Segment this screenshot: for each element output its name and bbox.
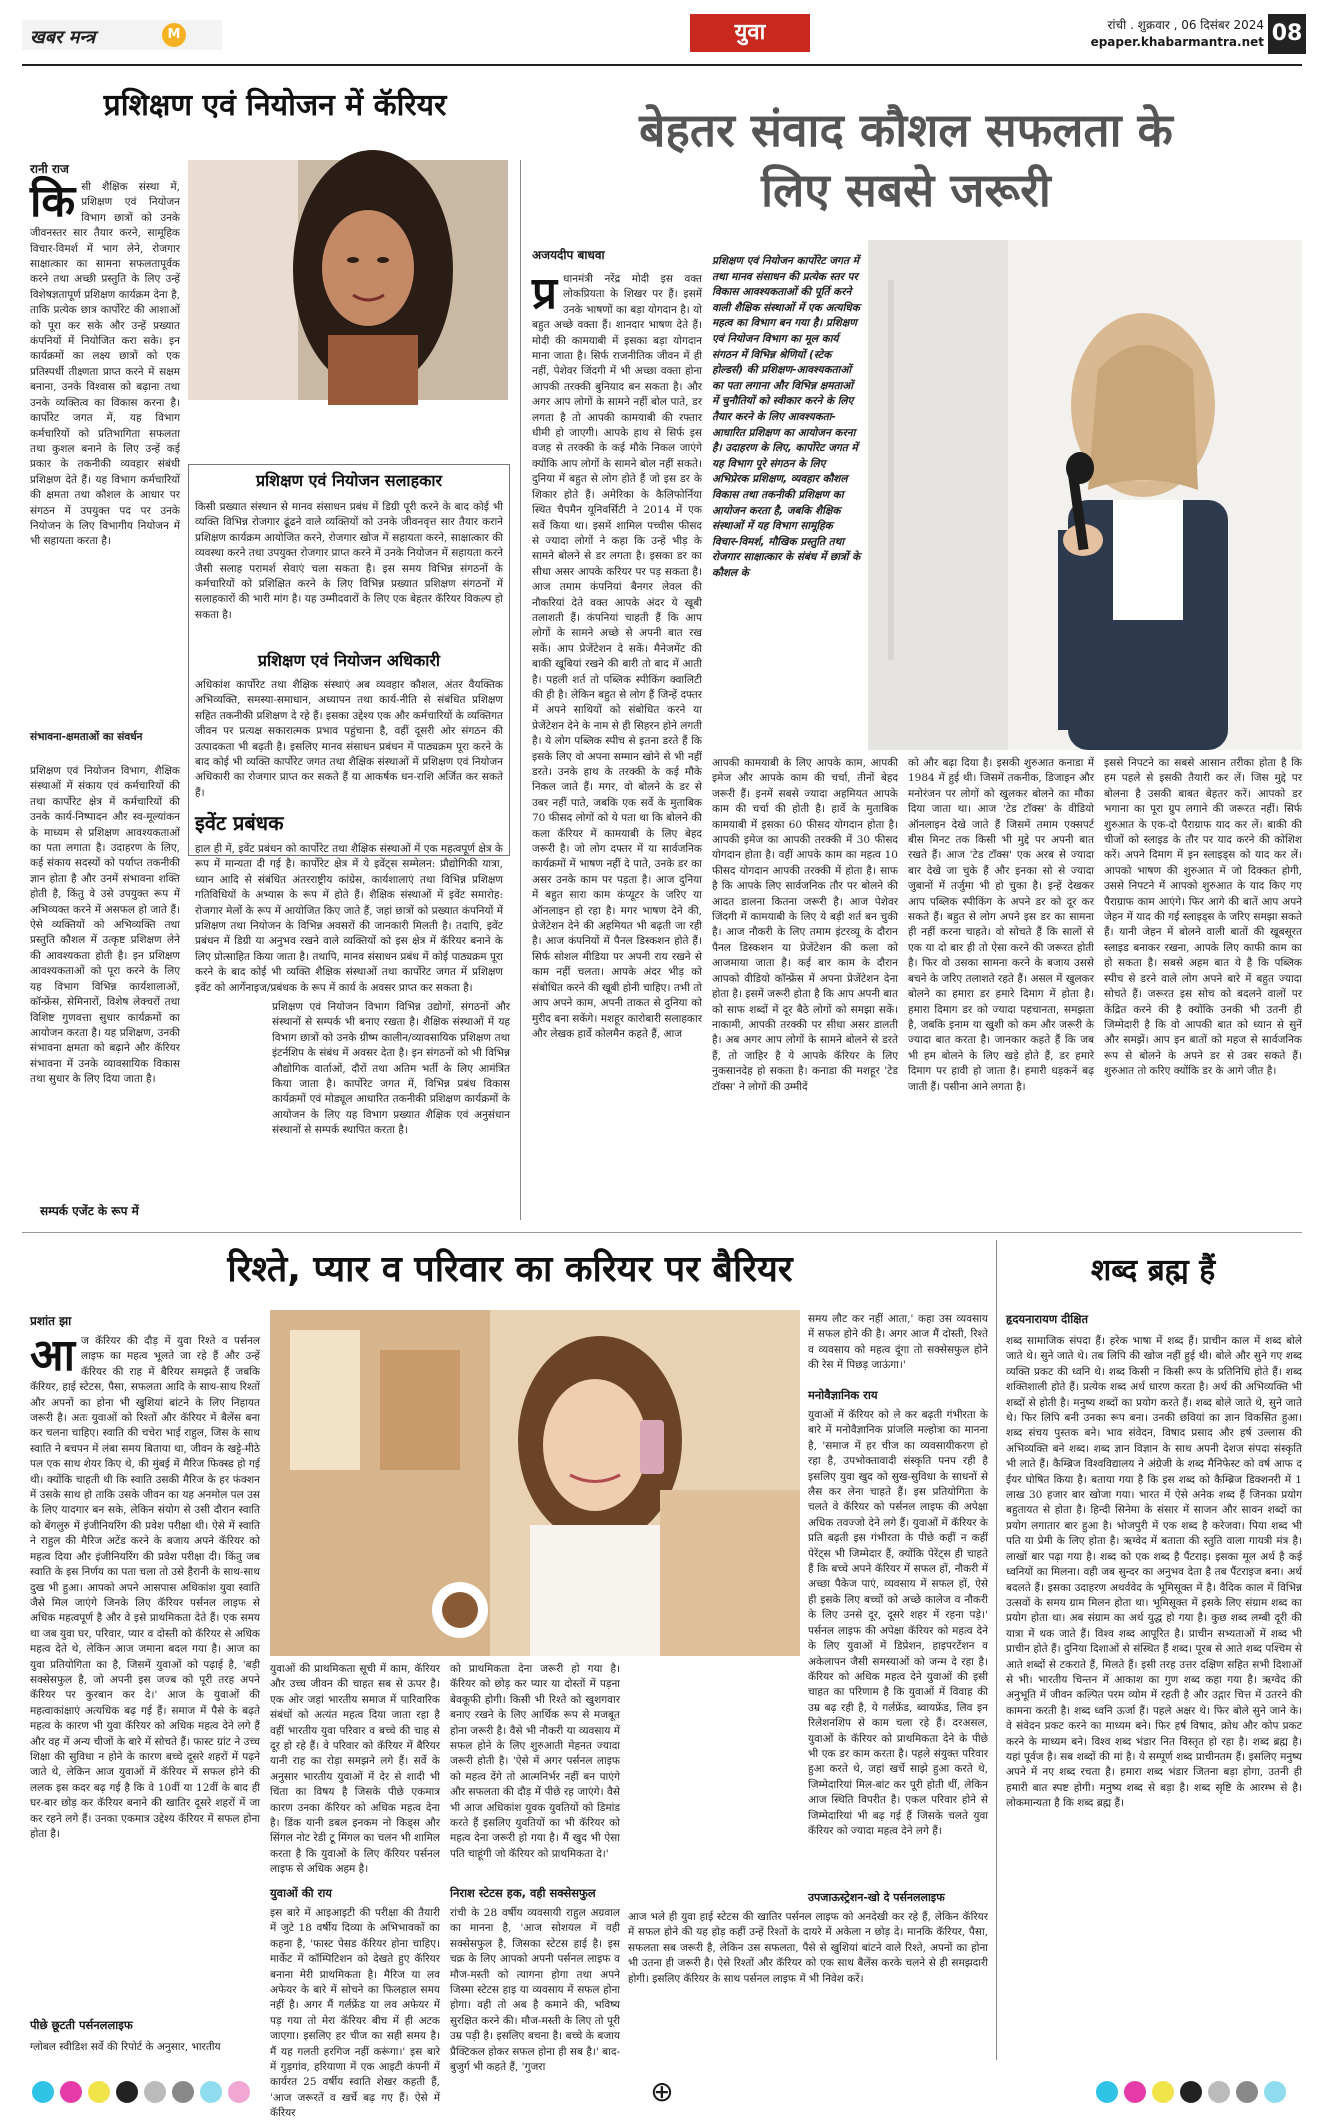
dot-gray-r2 <box>1236 2081 1258 2103</box>
dot-yellow-r <box>1152 2081 1174 2103</box>
art4-headline: शब्द ब्रह्म हैं <box>1090 1253 1216 1288</box>
art1-box2-text: अधिकांश कार्पोरेट तथा शैक्षिक संस्थाएं अब व्यवहार कौशल, अंतर वैयक्तिक अभिव्यक्ति, समस्या-समाधान, अध्यापन तथा कार्य-नीति से संबंधित प्रशिक्षण सहित तकनीकी प्रशिक्षण दे रहे हैं। इसका उद्देश्य एक और कर्मचारियों के व्यक्तिगत जीवन पर प्रत्यक्ष सकारात्मक प्रभाव पहुंचाना है, वहीं दूसरी ओर संगठन की उत्पादकता भी बढ़ती है। इसलिए मानव संसाधन प्रबंधन में पाठ्यक्रम पूरा करने के बाद कोई भी व्यक्ति कार्पोरेट जगत तथा शैक्षिक संस्थाओं में प्रशिक्षण एवं नियोजन अधिकारी का रोजगार प्राप्त कर सकते हैं या आकर्षक धन-राशि अर्जित कर सकते हैं। <box>195 679 503 799</box>
art3-sub1: पीछे छूटती पर्सनललाइफ <box>30 2018 133 2032</box>
masthead-logo <box>22 20 222 50</box>
section-label: युवा <box>734 20 766 45</box>
dot-gray-r1 <box>1208 2081 1230 2103</box>
section-tab <box>690 14 810 52</box>
art3-sub4: मनोवैज्ञानिक राय <box>808 1388 878 1402</box>
art2-column-5: इससे निपटने का सबसे आसान तरीका होता है कि हम पहले से इसकी तैयारी कर लें। जिस मुद्दे पर बोलना है उसकी बाबत बेहतर करें। आपको डर भगाना का पूरा ग्रुप लगाने की जरूरत नहीं। सिर्फ शुरुआत के एक-दो पैराग्राफ याद कर लें। बाकी की चीजों को स्लाइड के तौर पर याद करने की कोशिश करें। अपने दिमाग में इन स्लाइड्स को याद कर लें। आपको भाषण की शुरुआत में जो दिक्कत होगी, उससे निपटने में आपको शुरुआत के याद किए गए पैराग्राफ काम आएंगे। फिर आगे की बातें आप अपने जेहन में याद की गई स्लाइड्स के जरिए समझा सकते हैं। यानी जेहन में बोलने वाली बातों की खूबसूरत स्लाइड बनाकर रखना, आपके लिए काफी काम का हो सकता है। सबसे अहम बात ये है कि पब्लिक स्पीच से डरने वाले लोग अपने बारे में बहुत ज्यादा सोचते हैं। जरूरत इस सोच को बदलने वालों पर केंद्रित करने की है क्योंकि उनकी भी उतनी ही जिम्मेदारी है कि वो आपकी बात को ध्यान से सुनें और समझें। आप इन बातों को महज से सार्वजनिक रूप से बोलने के अपने डर से उबर सकते हैं। शुरुआत तो करिए क्योंकि डर के आगे जीत है। <box>1104 757 1302 1078</box>
art1-column-1b: प्रशिक्षण एवं नियोजन विभाग, शैक्षिक संस्थाओं में संकाय एवं कर्मचारियों की तथा कार्पोरेट क्षेत्र में कर्मचारियों की उनके कार्य-निष्पादन और स्व-मूल्यांकन के माध्यम से प्रशिक्षण आवश्यकताओं का पता लगाता है। उदाहरण के लिए, कई संकाय सदस्यों को पर्याप्त तकनीकी ज्ञान होता है और उनमें संभावना शक्ति होती है, किंतु वे उसे उपयुक्त रूप में अभिव्यक्त करने में असफल हो जाते हैं। ऐसे व्यक्तियों को अभिव्यक्ति तथा प्रस्तुति कौशल में उत्कृष्ट प्रशिक्षण लेने की आवश्यकता होती है। इन प्रशिक्षण आवश्यकताओं को पूरा करने के लिए यह विभाग विभिन्न कार्यशालाओं, कॉन्फ्रेंस, सेमिनारों, विशेष लेक्चरों तथा विशिष्ट गुणवत्ता सुधार कार्यक्रमों का आयोजन करता है। यह प्रशिक्षण, उनकी संभावना क्षमता को बढ़ाने और कॅरियर संभावना में उनके व्यावसायिक विकास तथा सुधार के लिए दिया जाता है। <box>30 765 180 1086</box>
art1-column-2-tail <box>188 1000 266 1200</box>
art3-photo-phone-woman <box>270 1310 800 1656</box>
art4-column: शब्द सामाजिक संपदा हैं। हरेक भाषा में शब्द हैं। प्राचीन काल में शब्द बोले जाते थे। सुने जाते थे। तब लिपि की खोज नहीं हुई थी। बोले और सुने गए शब्द व्यक्ति प्रकट की ध्वनि थे। शब्द किसी न किसी रूप के प्रतिनिधि होते हैं। शब्द शक्तिशाली होते हैं। प्रत्येक शब्द अर्थ धारण करता है। अर्थ की अभिव्यक्ति भी शब्दों से होती है। मनुष्य शब्दों का प्रयोग करते हैं। शब्द बोले जाते थे, सुने जाते थे। फिर लिपि बनी उनका रूप बना। उनकी छवियां का ज्ञान विकसित हुआ। शब्द संचय पुस्तक बने। भाव संवेदन, विषाद प्रसाद और हर्ष उल्लास की अभिव्यक्ति बने शब्द। शब्द ज्ञान विज्ञान के साथ अपनी देशज संपदा संस्कृति भी लाते हैं। कैम्ब्रिज विश्वविद्यालय ने अंग्रेजी के शब्द मैनिफेस्ट को वर्ष आफ द ईयर घोषित किया है। बताया गया है कि इस शब्द को कैम्ब्रिज डिक्शनरी में 1 लाख 30 हजार बार खोजा गया। भारत में ऐसे अनेक शब्द हैं जिनका प्रयोग बहुतायत से होता है। हिन्दी सिनेमा के संसार में साजन और सावन शब्दों का प्रयोग लगातार बार हुआ है। भोजपुरी में एक शब्द है करेजवा। पिया शब्द भी पति या प्रेमी के लिए होता है। ऋग्वेद में बताता की स्तुति वाला गायत्री मंत्र है। लाखों बार पढ़ा गया है। शब्द को एक शब्द है पैंटराइ। इसका मूल अर्थ है कई ध्वनियों का मिलना। वही जब सुन्दर का अनुभव देता है तब पैंटराइज बना। अर्थ बदलते हैं। इसका उदाहरण अथर्ववेद के भूमिसूक्त में है। वैदिक काल में विभिन्न उत्सवों के समय ग्राम मिलन होता था। भूमिसूक्त में इसके लिए संग्राम शब्द का प्रयोग होता था। अब संग्राम का अर्थ युद्ध हो गया है। कुछ शब्द लम्बी दूरी की यात्रा में थक जाते हैं। विश्व शब्द आपूरित है। प्राचीन सभ्यताओं में शब्द भी प्राचीन होते हैं। दुनिया दिशाओं से संस्थित हैं शब्द। पूरब से आते शब्द पश्चिम से आते शब्दों से टकराते हैं, मिलते हैं। इसी तरह उत्तर दक्षिण सहित सभी दिशाओं से भी। भारतीय चिन्तन में आकाश का गुण शब्द कहा गया है। ऋग्वेद की अनुभूति में जीवन कल्पित परम व्योम में रहती है और उद्गार चित्त में उतरने की कामना करती है। शब्द ध्वनि ऊर्जा हैं। पहले अक्षर थे। फिर बोले सुने जाने के। वे संवेदन प्रकट करने का माध्यम बने। फिर हर्ष विषाद, क्रोध और कोप प्रकट करने के माध्यम बने। विश्व शब्द भंडार नित विस्तृत हो रहा है। शब्द ब्रह्म है। यहां पूर्वज है। सब शब्दों की मां है। ये सम्पूर्ण शब्द प्राचीनतम हैं। इसलिए मनुष्य अपने में नए शब्द रचता है। हमारा शब्द भंडार जितना बड़ा होगा, उतनी ही हमारी बात स्पष्ट होगी। मनुष्य शब्द से बड़ा है। शब्द सृष्टि के आरम्भ से है। लोकमान्यता है कि शब्द ब्रह्म हैं। <box>1006 1335 1302 1810</box>
art1-dropcap: कि <box>30 176 76 227</box>
dot-gray-1 <box>144 2081 166 2103</box>
art3-column-3: को प्राथमिकता देना जरूरी हो गया है। कॅरियर को छोड़ कर प्यार या दोस्तों में पड़ना बेवकूफी होगी। किसी भी रिश्ते को खुशगवार बनाए रखने के लिए आर्थिक रूप से मजबूत होना जरूरी है। वैसे भी नौकरी या व्यवसाय में सफल होने के लिए शुरुआती मेहनत ज्यादा जरूरी होती है। 'ऐसे में अगर पर्सनल लाइफ को महत्व देंगे तो आत्मनिर्भर नहीं बन पाएंगे और सफलता की दौड़ में पीछे रह जाएंगे। वैसे भी आज अधिकांश युवक युवतियों को डिमांड करते हैं इसलिए युवतियों का भी कॅरियर को महत्व देना जरूरी हो गया है। मैं खुद भी ऐसा पति चाहूंगी जो कॅरियर को प्राथमिकता दे।' <box>450 1663 620 1860</box>
art2-column-3: आपकी कामयाबी के लिए आपके काम, आपकी इमेज और आपके काम की चर्चा, तीनों बेहद जरूरी हैं। इनमें सबसे ज्यादा अहमियत आपके काम की चर्चा की होती है। हार्वे के मुताबिक कामयाबी में इसका 60 फीसद योगदान होता है। आपकी इमेज का आपकी तरक्की में 30 फीसद योगदान होता है। वहीं आपके काम का महत्व 10 फीसद योगदान आपकी तरक्की में होता है। साफ है कि आपके लिए सार्वजनिक तौर पर बोलने की आदत डालना कितना जरूरी है। आज पेशेवर जिंदगी में कामयाबी के लिए ये बड़ी शर्त बन चुकी है। आज नौकरी के लिए तमाम इंटरव्यू के दौरान पैनल डिस्कशन या प्रेजेंटेशन की कला को आजमाया जाता है। कई बार काम के दौरान आपको वीडियो कॉन्फ्रेंस में अपना प्रेजेंटेशन देना होता है। इसमें जरूरी होता है कि आप अपनी बात को साफ शब्दों में दूर बैठे लोगों को समझा सकें। नाकामी, आपकी तरक्की पर सीधा असर डालती है। अब अगर आप लोगों के सामने बोलने से डरते हैं, तो जाहिर है ये आपके कॅरियर के लिए नुकसानदेह हो सकता है। कनाडा की मशहूर 'टेड टॉक्स' ने लोगों की उम्मीदें <box>712 757 898 1093</box>
art1-photo-art <box>188 160 508 400</box>
art3-column-1: आ ज कॅरियर की दौड़ में युवा रिश्ते व पर्सनल लाइफ का महत्व भूलते जा रहे हैं और उन्हें कॅरियर की राह में बैरियर समझते हैं जबकि कॅरियर, हाई स्टेटस, पैसा, सफलता आदि के साथ-साथ रिश्तों और अपनों का होना भी खुशियां बांटने के लिए निहायत जरूरी है। अतः युवाओं को रिश्तों और कॅरियर में बैलेंस बना कर चलना चाहिए। स्वाति की चचेरा भाई राहुल, जिस के साथ स्वाति ने बचपन में लंबा समय बिताया था, जीवन के खट्टे-मीठे पल एक साथ शेयर किए थे, की मुंबई में मैरिज फिक्स्ड हो गई थी। क्योंकि चाहती थी कि स्वाति उसकी मैरिज के हर फंक्शन में उसके साथ हो ताकि उसके जीवन का यह अनमोल पल उस के लिए यादगार बन सके, लेकिन संयोग से उसी दौरान स्वाति को बेंगलुरु में इंजीनियरिंग की प्रवेश परीक्षा थी। ऐसे में स्वाति ने राहुल की मैरिज अटेंड करने के बजाय अपने कॅरियर को महत्व दिया और इंजीनियरिंग की प्रवेश परीक्षा दी। किंतु जब स्वाति के इस निर्णय का पता चला तो उसे हैरानी के साथ-साथ दुख भी हुआ। आपको अपने आसपास अधिकांश युवा स्वाति जैसे मिल जाएंगे जिनके लिए कॅरियर पर्सनल लाइफ से अधिक महत्वपूर्ण है और वे इसे प्राथमिकता देते हैं। एक समय था जब युवा घर, परिवार, प्यार व दोस्ती को कॅरियर से अधिक महत्व देते थे, लेकिन आज जमाना बदल गया है। आज का युवा प्रतियोगिता का है, जिसमें युवाओं को पढ़ाई है, 'बड़ी सक्सेसफुल है, जो अपनी इस जज्ब को पूरी तरह अपने कॅरियर पर कुरबान कर दे।' आज के युवाओं की महत्वाकांक्षाएं अत्यधिक बढ़ गई हैं। समाज में पैसे के बढ़ते महत्व के कारण भी युवा कॅरियर को अधिक महत्व देने लगे हैं और वह में अन्य चीजों के बारे में सोचते हैं। फास्ट ग्रांट ने उच्च शिक्षा की सुविधा न होने के कारण बच्चे दूसरे शहरों में पढ़ने जाते थे, लेकिन आज युवाओं में कॅरियर में सफल होने की ललक इस कदर बढ़ गई है कि वे 10वीं या 12वीं के बाद ही घर-बार छोड़ कर कॅरियर बनाने की खातिर दूसरे शहरों में जा कर रहने लगे हैं। उनका एकमात्र उद्देश्य कॅरियर में सफल होना होता है। <box>30 1330 260 1840</box>
logo-text: खबर मन्त्र <box>30 27 96 48</box>
art1-box2-title: प्रशिक्षण एवं नियोजन अधिकारी <box>257 651 441 670</box>
website-text: epaper.khabarmantra.net <box>1090 35 1264 49</box>
art1-divider <box>520 160 521 1220</box>
art1-byline: रानी राज <box>30 162 69 176</box>
date-text: रांची . शुक्रवार , 06 दिसंबर 2024 <box>1107 18 1264 32</box>
dot-gray-2 <box>172 2081 194 2103</box>
art2-headline: बेहतर संवाद कौशल सफलता के लिए सबसे जरूरी <box>639 103 1173 217</box>
art2-photo-speaker <box>868 240 1302 750</box>
art1-column-1: कि सी शैक्षिक संस्था में, प्रशिक्षण एवं नियोजन विभाग छात्रों को उनके जीवनस्तर सार तैयार करने, सामूहिक विचार-विमर्श में भाग लेने, रोजगार साक्षात्कार का सामना सफलतापूर्वक करने तथा अच्छी प्रस्तुति के लिए उन्हें विशेषज्ञतापूर्ण प्रशिक्षण कार्यक्रम देना है, ताकि प्रत्येक छात्र कार्पोरेट की आशाओं को पूरा कर सके और उन्हें प्रख्यात कंपनियों में नियोजित करा सके। इन कार्यक्रमों का लक्ष्य छात्रों को एक प्रतिस्पर्धी तीक्ष्णता प्राप्त करने में सक्षम बनाना, उनके विश्वास को बढ़ाना तथा उनके व्यक्तित्व का विकास करना है। कार्पोरेट जगत में, यह विभाग कर्मचारियों को प्रतिभागिता सफलता तथा कुशल बनाने के लिए उन्हें कई प्रकार के तकनीकी व्यवहार संबंधी प्रशिक्षण देते हैं। यह विभाग कर्मचारियों की क्षमता तथा कौशल के आधार पर संगठन में उपयुक्त पद पर उनके नियोजन के लिए विभागीय नियोजन में भी सहायता करता है। <box>30 176 180 548</box>
art3-sub5: उपजाऊस्ट्रेशन-खो दे पर्सनललाइफ <box>808 1891 945 1904</box>
dot-cyan-2 <box>200 2081 222 2103</box>
art3-column-3b: रांची के 28 वर्षीय व्यवसायी राहुल अग्रवाल का मानना है, 'आज सोशयल में वही सक्सेसफुल है, जिसका स्टेटस हाई है। इस चक्र के लिए आपको अपनी पर्सनल लाइफ व मौज-मस्ती को त्यागना होगा तथा अपने जिस्मा स्टेटस हाइ या व्यवसाय में सफल होना होगा। वही तो अब है कमाने की, भविष्य सुरक्षित करने की। मौज-मस्ती के लिए तो पूरी उम्र पड़ी है। इसलिए बचना है। बच्चे के बजाय प्रैक्टिकल होकर सफल होना ही सब है।' बाद-बुजुर्ग भी कहते हैं, 'गुजरा <box>450 1907 620 2074</box>
section-rule <box>22 1232 1302 1233</box>
art1-footer-sub: सम्पर्क एजेंट के रूप में <box>40 1204 139 1218</box>
art3-sub2: युवाओं की राय <box>270 1886 332 1900</box>
dot-cyan-r <box>1096 2081 1118 2103</box>
art3-column-1-tail: ग्लोबल स्वीडिश सर्वे की रिपोर्ट के अनुसार, भारतीय <box>30 2041 221 2053</box>
art3-divider <box>996 1240 997 2060</box>
art1-photo-woman <box>188 160 508 400</box>
art3-column-2b: इस बारे में आइआइटी की परीक्षा की तैयारी में जुटे 18 वर्षीय दिव्या के अभिभावकों का कहना है, 'फास्ट पेसड कॅरियर होना चाहिए। मार्केट में कॉम्पिटिशन को देखते हुए कॅरियर बनाना मेरी प्राथमिकता है। मैरिज या लव अफेयर के बारे में सोचने का फिलहाल समय नहीं है। अगर मैं गर्लफ्रेंड या लव अफेयर में पड़ गया तो मेरा कॅरियर बीच में ही अटक जाएगा। इसलिए हर चीज का सही समय है। मैं यह गलती हरगिज नहीं करूंगा।' इस बारे में गुड़गांव, हरियाणा में एक आइटी कंपनी में कार्यरत 25 वर्षीय स्वाति शेखर कहती हैं, 'आज जरूरतें व खर्चे बढ़ गए हैं। ऐसे में कॅरियर <box>270 1907 440 2120</box>
dot-black <box>116 2081 138 2103</box>
art1-subheading: संभावना-क्षमताओं का संवर्धन <box>30 731 143 743</box>
logo-mark-icon: M <box>162 23 186 47</box>
masthead <box>22 14 1302 60</box>
registration-mark-icon: ⊕ <box>650 2075 674 2108</box>
footer-dots-left <box>32 2081 372 2105</box>
art3-headline: रिश्ते, प्यार व परिवार का करियर पर बैरियर <box>227 1249 793 1290</box>
dateline <box>1032 17 1264 55</box>
art3-dropcap: आ <box>30 1330 75 1381</box>
art1-column-3: प्रशिक्षण एवं नियोजन विभाग विभिन्न उद्योगों, संगठनों और संस्थानों से सम्पर्क भी बनाए रखता है। शैक्षिक संस्थाओं में यह विभाग छात्रों को उनके ग्रीष्म कालीन/व्यावसायिक प्रशिक्षण तथा इंटर्नशिप के संबंध में अवसर देता है। इन संगठनों को भी विभिन्न औद्योगिक वार्ताओं, दौरों तथा अतिम भर्ती के लिए आमंत्रित किया जाता है। कार्पोरेट जगत में, विभिन्न प्रबंध विकास कार्यक्रमों एवं मोड्यूल आधारित तकनीकी प्रशिक्षण कार्यक्रमों के आयोजन के लिए यह विभाग प्रख्यात शैक्षिक एवं अनुसंधान संस्थानों से सम्पर्क स्थापित करता है। <box>272 1001 510 1137</box>
dot-black-r <box>1180 2081 1202 2103</box>
art4-byline: हृदयनारायण दीक्षित <box>1006 1312 1088 1326</box>
art2-dropcap: प्र <box>532 268 558 319</box>
art2-column-1: प्र धानमंत्री नरेंद्र मोदी इस वक्त लोकप्रियता के शिखर पर हैं। इसमें उनके भाषणों का बड़ा योगदान है। यो बहुत अच्छे वक्ता हैं। शानदार भाषण देते हैं। मोदी की कामयाबी में इसका बड़ा योगदान माना जाता है। सिर्फ राजनीतिक जीवन में ही नहीं, पेशेवर जिंदगी में भी अच्छा वक्ता होना आपकी तरक्की बुनियाद बन सकता है। और अगर आप लोगों के सामने नहीं बोल पाते, डर लगता है तो आपकी कामयाबी की रफ्तार धीमी हो जाएगी। आपके हाथ से सिर्फ इस वजह से तरक्की के कई मौके निकल जाएंगे क्योंकि आप लोगों के सामने बोल नहीं सकते। दुनिया में बहुत से लोग होते हैं जो इस डर के शिकार होते हैं। अमेरिका के कैलिफोर्निया स्थित चैपमैन यूनिवर्सिटी ने 2014 में एक सर्वे किया था। इसमें शामिल पच्चीस फीसद से ज्यादा लोगों ने कहा कि उन्हें भीड़ के सामने बोलने से डर लगता है। इसका डर का सीधा असर आपके करियर पर पड़ सकता है। आज तमाम कंपनियां बैनगर लेवल की नौकरियां देते वक्त आपके अंदर ये खूबी तलाशती हैं। कंपनियां चाहती हैं कि आप लोगों के सामने अच्छे से अपनी बात रख सकें। आप प्रेजेंटेशन दे सकें। मैनेजमेंट की बाकी खूबियां रखने की बारी तो बाद में आती है। पहली शर्त तो पब्लिक स्पीकिंग क्वालिटी की ही है। लेकिन बहुत से लोग हैं जिन्हें दफ्तर में अपने साथियों को संबोधित करने या प्रेजेंटेशन देने के नाम से ही सिहरन होने लगती है। ये लोग पब्लिक स्पीच से इतना डरते हैं कि इसके लिए वो अपना सम्मान खोने से भी नहीं डरते। उनके हाथ के तरक्की के कई मौके निकल जाते हैं। मगर, वो बोलने के डर से उबर नहीं पाते, जबकि एक सर्वे के मुताबिक 70 फीसद लोगों को ये पता था कि बोलने की कला कॅरियर में कामयाबी के लिए बेहद जरूरी है। जो लोग दफ्तर में या सार्वजनिक कार्यक्रमों में भाषण नहीं दे पाते, उनके डर का असर उनके काम पर पड़ता है। आज दुनिया में बहुत सारा काम कंप्यूटर के जरिए या ऑनलाइन हो रहा है। मगर भाषण देने की, प्रेजेंटेशन देने की अहमियत भी बढ़ती जा रही है। आज कंपनियों में पैनल डिस्कशन होते हैं। सिर्फ सोशल मीडिया पर अपनी राय रखने से काम नहीं चलता। आपके अंदर भीड़ को संबोधित करने की खूबी होनी चाहिए। तभी तो आप अपने काम, अपनी ताकत से दुनिया को मुरीद बना सकेंगे। मशहूर कारोबारी सलाहकार और लेखक हार्वे कोलमैन कहते हैं, आज <box>532 268 702 1040</box>
footer-dots-right <box>922 2081 1292 2105</box>
art2-byline: अजयदीप बाधवा <box>532 248 605 262</box>
dot-magenta <box>60 2081 82 2103</box>
art3-sub3: निराश स्टेटस हक, वही सक्सेसफुल <box>450 1886 596 1900</box>
art3-column-4: समय लौट कर नहीं आता,' कहा उस व्यवसाय में सफल होने की है। अगर आज मैं दोस्ती, रिश्ते व व्यवसाय को महत्व दूंगा तो सक्सेसफुल होने की रेस में पिछड़ जाऊंगा।' <box>808 1313 988 1372</box>
art3-column-4c: आज भले ही युवा हाई स्टेटस की खातिर पर्सनल लाइफ को अनदेखी कर रहे हैं, लेकिन कॅरियर में सफल होने की यह होड़ कहीं उन्हें रिश्तों के दायरे में अकेला न छोड़ दे। मानकि कॅरियर, पैसा, सफलता सब जरूरी है, लेकिन उस सफलता, पैसे से खुशियां बांटने वाले रिश्ते, अपनों का होना भी उतना ही जरूरी है। ऐसे रिश्तों और कॅरियर को एक साथ बैलेंस करके चलने से ही समझदारी होगी। इसलिए कॅरियर के साथ पर्सनल लाइफ में भी निवेश करें। <box>628 1911 988 1985</box>
art1-box1-title: प्रशिक्षण एवं नियोजन सलाहकार <box>255 471 443 490</box>
art3-column-2: युवाओं की प्राथमिकता सूची में काम, कॅरियर और उच्च जीवन की चाहत सब से ऊपर है। एक ओर जहां भारतीय समाज में पारिवारिक संबंधों को अत्यंत महत्व दिया जाता रहा है वहीं भारतीय युवा परिवार व बच्चे की चाह से दूर हो रहे हैं। वे परिवार को कॅरियर में बैरियर यानी राह का रोड़ा समझने लगे हैं। सर्वे के अनुसार भारतीय युवाओं में देर से शादी भी चिंता का विषय है जिसके पीछे एकमात्र कारण उनका कॅरियर को अधिक महत्व देना है। डिंक यानी डबल इनकम नो किड्स और सिंगल नोट रेडी टू मिंगल का चलन भी शामिल करता है कि युवाओं के लिए कॅरियर पर्सनल लाइफ से अधिक अहम है। <box>270 1663 440 1876</box>
dot-magenta-r <box>1124 2081 1146 2103</box>
art1-box3-text: हाल ही में, इवेंट प्रबंधन को कार्पोरेट तथा शैक्षिक संस्थाओं में एक महत्वपूर्ण क्षेत्र के रूप में मान्यता दी गई है। कार्पोरेट क्षेत्र में ये इवेंट्स सम्मेलन: प्रौद्योगिकी यात्रा, ध्यान आदि से संबंधित अंतरराष्ट्रीय कांग्रेस, कार्यशालाएं तथा विभिन्न प्रशिक्षण गतिविधियों के अभ्यास के रूप में होते हैं। शैक्षिक संस्थाओं में इवेंट समारोह: रोजगार मेलों के रूप में आयोजित किए जाते हैं, जहां छात्रों को प्रख्यात कंपनियों में प्रशिक्षण तथा नियोजन के विभिन्न अवसरों की जानकारी मिलती है। तदापि, इवेंट प्रबंधन में डिग्री या अनुभव रखने वाले व्यक्तियों को इस क्षेत्र में कॅरियर बनाने के लिए प्रोत्साहित किया जाता है। तथापि, मानव संसाधन प्रबंध में कोई पाठ्यक्रम पूरा करने के बाद कोई भी व्यक्ति शैक्षिक संस्थाओं तथा कार्पोरेट जगत में प्रशिक्षण इवेंट को आर्गेनाइज/प्रबंधक के रूप में कार्य के अवसर प्राप्त कर सकता है। <box>195 843 503 994</box>
dot-cyan <box>32 2081 54 2103</box>
art1-headline: प्रशिक्षण एवं नियोजन में कॅरियर <box>103 88 447 123</box>
art3-column-4b: युवाओं में कॅरियर को ले कर बढ़ती गंभीरता के बारे में मनोवैज्ञानिक प्रांजलि मल्होत्रा का मानना है, 'समाज में हर चीज का व्यवसायीकरण हो रहा है, उपभोक्तावादी संस्कृति पनप रही है इसलिए युवा खुद को सुख-सुविधा के साधनों से लैस कर लेना चाहते हैं। इस प्रतियोगिता के चलते वे कॅरियर को पर्सनल लाइफ की अपेक्षा अधिक तवज्जो देने लगे हैं। युवाओं में कॅरियर के प्रति बढ़ती इस गंभीरता के पीछे कहीं न कहीं पेरेंट्स भी जिम्मेदार हैं, क्योंकि पेरेंट्स ही चाहते हैं कि बच्चे अपने कॅरियर में सफल हों, नौकरी में अच्छा पैकेज पाएं, व्यवसाय में सफल हों, ऐसे ही इसके लिए बच्चों को अच्छे कालेज व नौकरी के लिए उनसे दूर, दूसरे शहर में रहना पड़े।' पर्सनल लाइफ की अपेक्षा कॅरियर को महत्व देने के लिए युवाओं में डिप्रेशन, हाइपरटेंशन व अकेलापन जैसी समस्याओं को जन्म दे रहा है। कॅरियर को अधिक महत्व देने युवाओं की इसी चाहत का परिणाम है कि युवाओं में विवाह की उम्र बढ़ रही है, ये गर्लफ्रेंड, ब्वायफ्रेंड, लिव इन रिलेशनशिप से काम चला रहे हैं। दरअसल, युवाओं के कॅरियर को प्राथमिकता देने के पीछे भी एक डर काम करता है। पहले संयुक्त परिवार हुआ करते थे, जहां खर्चे साझे हुआ करते थे, जिम्मेदारियां मिल-बांट कर पूरी होती थीं, लेकिन आज स्थिति विपरीत है। एकल परिवार होने से जिम्मेदारियां भी बढ़ गई हैं जिसके चलते युवा कॅरियर को ज्यादा महत्व देने लगे हैं। <box>808 1409 988 1837</box>
art1-box3-title: इवेंट प्रबंधक <box>195 811 284 835</box>
art3-byline: प्रशांत झा <box>30 1314 72 1328</box>
masthead-rule <box>22 64 1302 66</box>
footer-bar <box>22 2072 1302 2112</box>
art2-callout: प्रशिक्षण एवं नियोजन कार्पोरेट जगत में तथा मानव संसाधन की प्रत्येक स्तर पर विकास आवश्यकताओं की पूर्ति करने वाली शैक्षिक संस्थाओं में एक अत्यधिक महत्व का विभाग बन गया है। प्रशिक्षण एवं नियोजन विभाग का मूल कार्य संगठन में विभिन्न श्रेणियों (स्टेक होल्डर्स) की प्रशिक्षण-आवश्यकताओं का पता लगाना और विभिन्न क्षमताओं में चुनौतियों को स्वीकार करने के लिए तैयार करने के लिए आवश्यकता-आधारित प्रशिक्षण का आयोजन करना है। उदाहरण के लिए, कार्पोरेट जगत में यह विभाग पूरे संगठन के लिए अभिप्रेरक प्रशिक्षण, व्यवहार कौशल विकास तथा तकनीकी प्रशिक्षण का आयोजन करता है, जबकि शैक्षिक संस्थाओं में यह विभाग सामूहिक विचार-विमर्श, मौखिक प्रस्तुति तथा रोजगार साक्षात्कार के संबंध में छात्रों के कौशल के <box>712 255 861 579</box>
dot-yellow <box>88 2081 110 2103</box>
art2-photo-art <box>868 240 1302 750</box>
art1-box1-text: किसी प्रख्यात संस्थान से मानव संसाधन प्रबंध में डिग्री पूरी करने के बाद कोई भी व्यक्ति विभिन्न रोजगार ढूंढने वाले व्यक्तियों को उनके जीवनवृत्त सार तैयार कराने प्रशिक्षण कार्यक्रम आयोजित करने, रोजगार खोज में सहायता करने, साक्षात्कार की व्यवस्था करने तथा उपयुक्त रोजगार प्राप्त करने में उनके नियोजन में सहायता करने जैसी सलाह परामर्श सेवाएं चला सकता है। इस समय विभिन्न संगठनों के कर्मचारियों को प्रशिक्षित करने के लिए विभिन्न प्रख्यात प्रशिक्षण संगठनों में सलाहकारों की भारी मांग है। यह उम्मीदवारों के लिए एक बेहतर कॅरियर विकल्प हो सकता है। <box>195 501 503 621</box>
dot-cyan-r2 <box>1264 2081 1286 2103</box>
art3-photo-art <box>270 1310 800 1656</box>
page-number: 08 <box>1268 14 1306 54</box>
dot-magenta-2 <box>228 2081 250 2103</box>
art2-column-4: को और बढ़ा दिया है। इसकी शुरुआत कनाडा में 1984 में हुई थी। जिसमें तकनीक, डिजाइन और मनोरंजन पर लोगों को खुलकर बोलने का मौका दिया जाता था। आज 'टेड टॉक्स' के वीडियो ऑनलाइन देखे जाते हैं जिसमें तमाम एक्सपर्ट बीस मिनट तक किसी भी मुद्दे पर अपनी बात रखते हैं। आज 'टेड टॉक्स' एक अरब से ज्यादा बार देखे जा चुके हैं और इनका सो से ज्यादा जुबानों में तर्जुमा भी हो चुका है। इन्हें देखकर आप पब्लिक स्पीकिंग के अपने डर को दूर कर सकते हैं। बहुत से लोग अपने इस डर का सामना ही नहीं करना चाहते। वो सोचते हैं कि सालों से एक या दो बार ही तो ऐसा करने की जरूरत होती है। फिर वो उसका सामना करने के बजाय उससे बचने के जरिए तलाशते रहते हैं। असल में खुलकर बोलने का हमारा डर हमारे दिमाग में होता है। हमारा दिमाग डर को ज्यादा पहचानता, समझता है, जबकि इनाम या खुशी को कम और जरूरी के ज्यादा बात करता है। जानकार कहते हैं कि जब भी हम बोलने के लिए खड़े होते हैं, डर हमारे दिमाग पर हावी हो जाता है। हमारी धड़कनें बढ़ जाती हैं। पसीना आने लगता है। <box>908 757 1094 1093</box>
